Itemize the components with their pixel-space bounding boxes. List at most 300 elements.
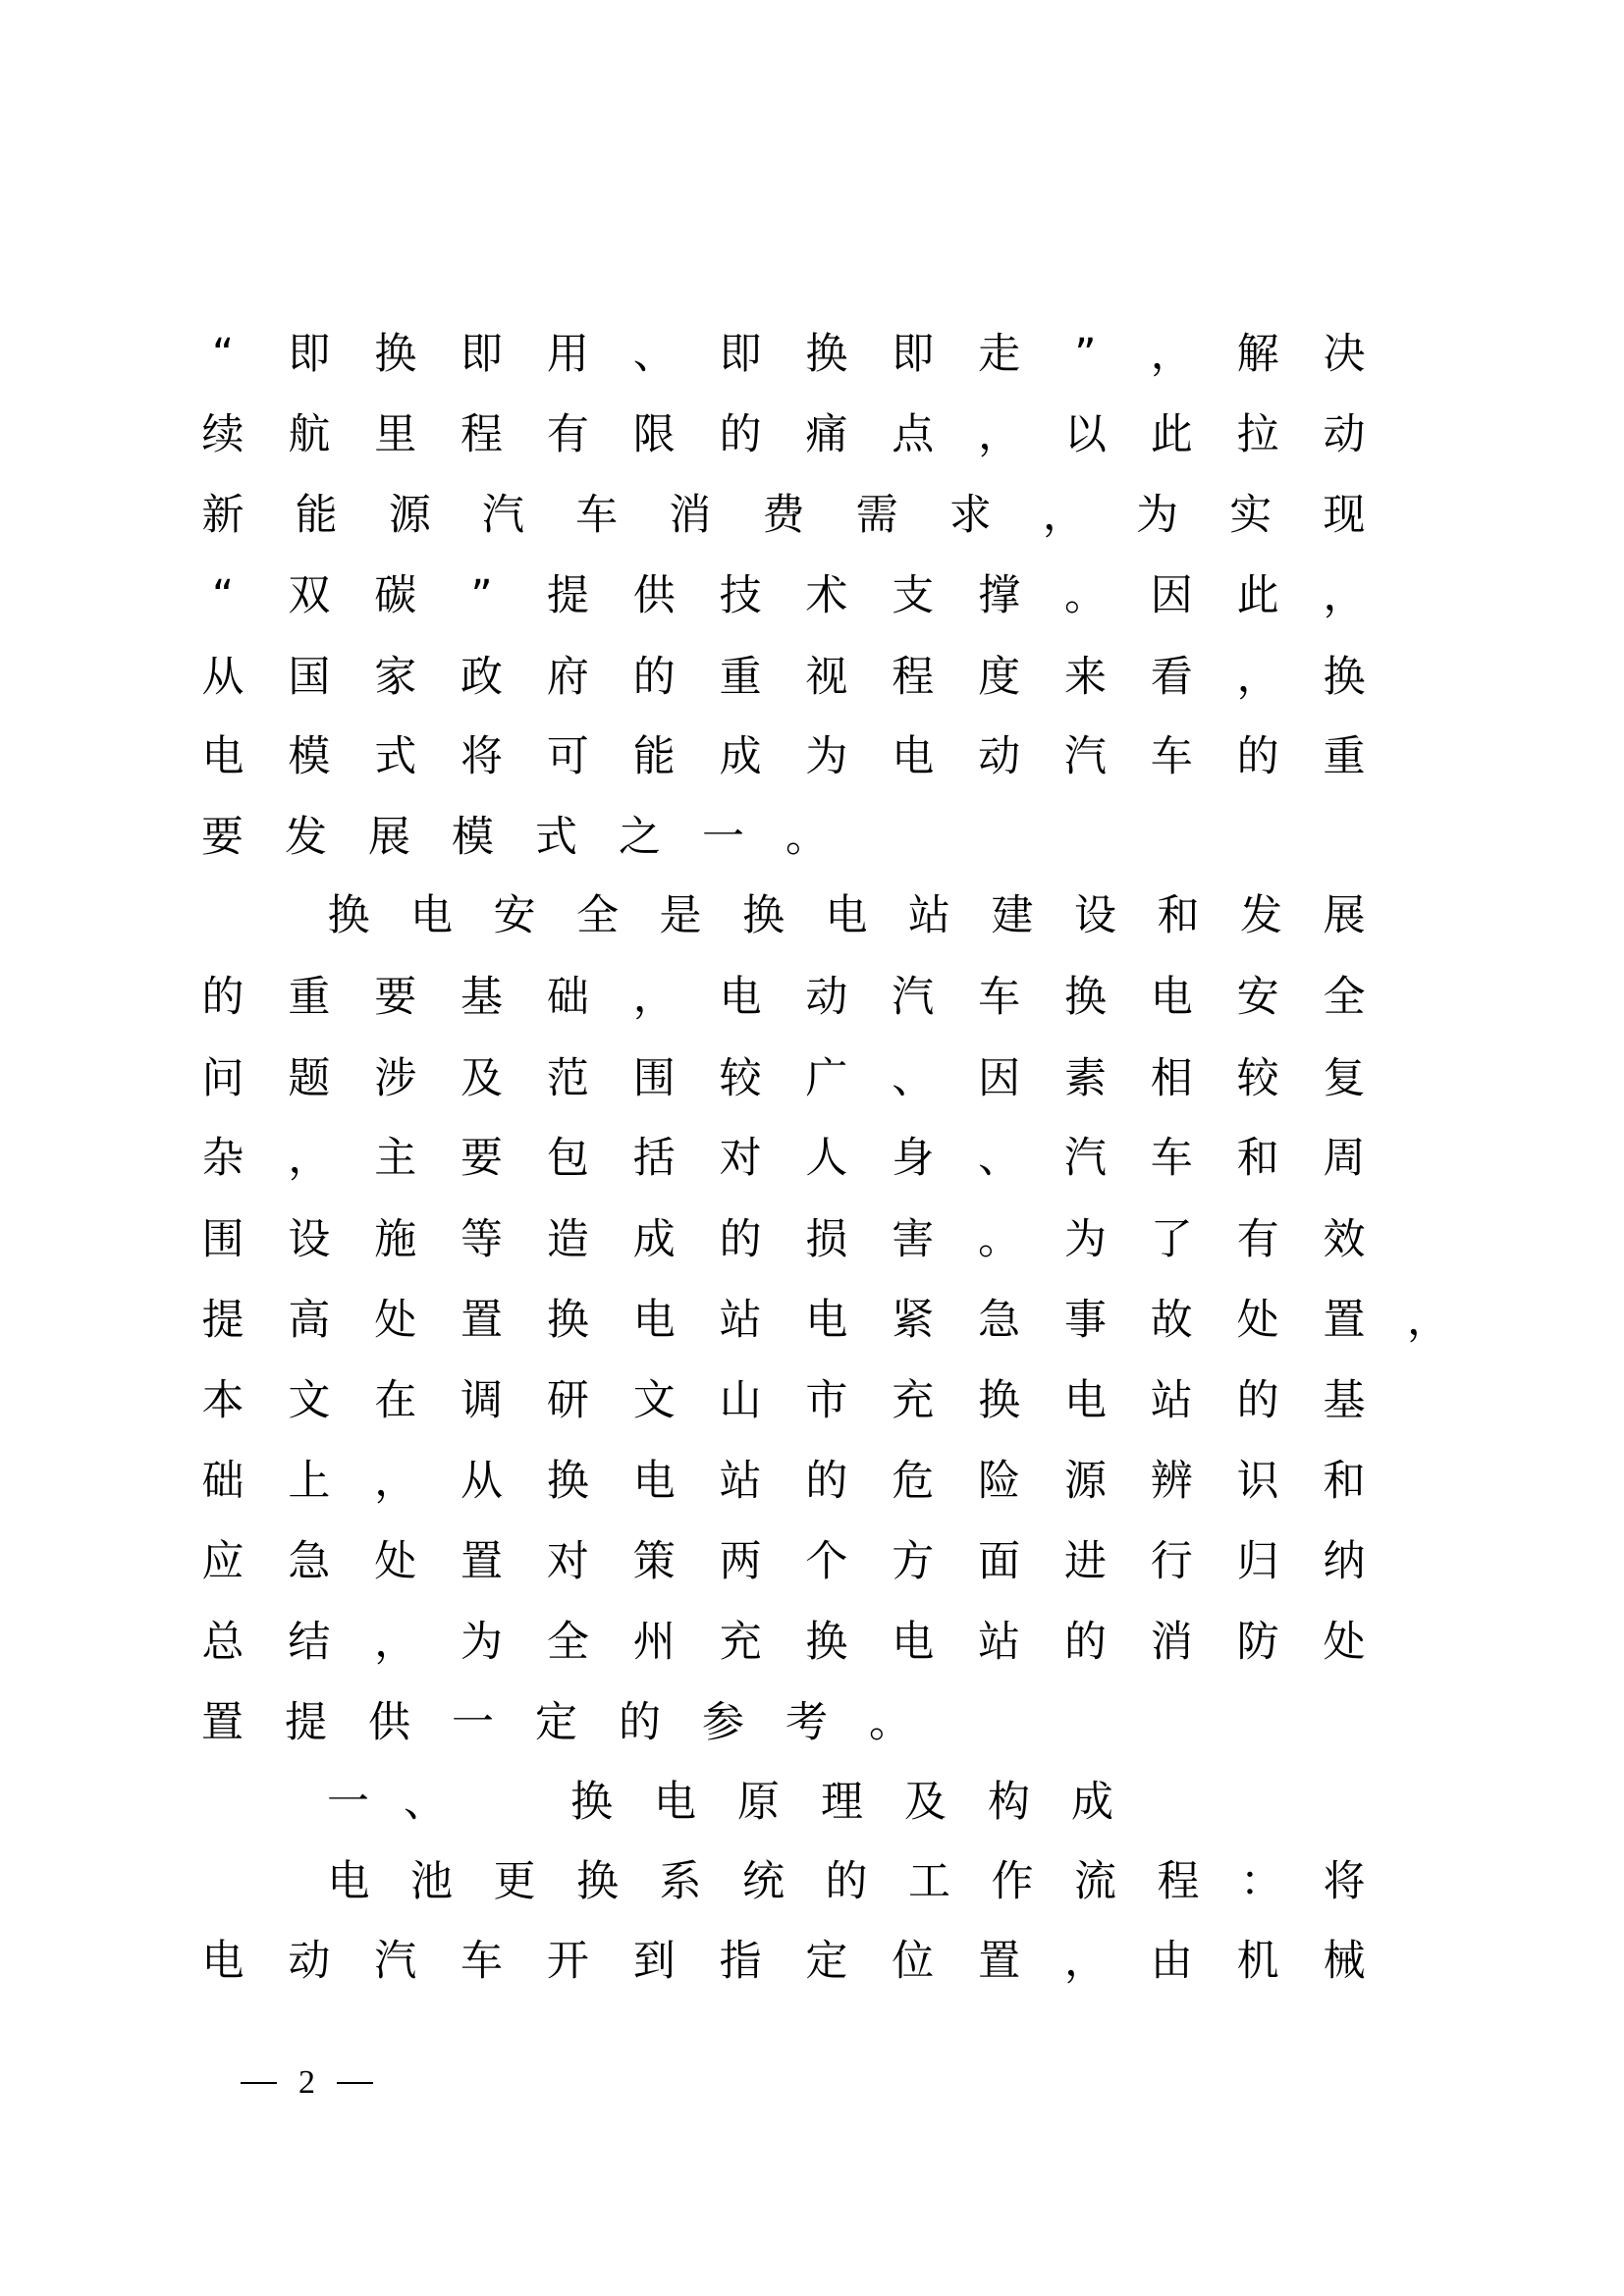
glyph: 工 <box>908 1857 950 1906</box>
glyph: 将 <box>460 732 504 781</box>
glyph: 和 <box>1323 1457 1366 1506</box>
glyph: “ <box>211 330 235 379</box>
glyph: 政 <box>460 653 504 702</box>
glyph: 此 <box>1150 410 1193 459</box>
text-line <box>201 648 1366 707</box>
glyph: 看 <box>1150 653 1193 702</box>
glyph: 换 <box>546 1296 589 1345</box>
glyph: 施 <box>374 1215 417 1264</box>
glyph: 模 <box>452 813 494 862</box>
text-line <box>201 1613 1366 1672</box>
glyph: 文 <box>288 1376 331 1425</box>
glyph: 。 <box>1063 571 1107 620</box>
glyph: 策 <box>632 1537 676 1586</box>
glyph: 及 <box>460 1054 504 1103</box>
glyph: 汽 <box>892 973 935 1022</box>
glyph: 的 <box>825 1857 868 1906</box>
glyph: 作 <box>991 1857 1034 1906</box>
glyph: 电 <box>1063 1376 1107 1425</box>
glyph: 重 <box>719 653 762 702</box>
glyph: 要 <box>460 1134 504 1183</box>
glyph: 理 <box>821 1778 863 1827</box>
page-footer <box>241 2065 373 2101</box>
glyph: 括 <box>632 1134 676 1183</box>
glyph: 碳 <box>374 571 417 620</box>
glyph: 供 <box>368 1698 410 1747</box>
glyph: 基 <box>460 973 504 1022</box>
glyph: 基 <box>1323 1376 1366 1425</box>
glyph: 构 <box>988 1778 1030 1827</box>
glyph: 支 <box>892 571 935 620</box>
glyph: 即 <box>460 330 504 379</box>
glyph: 决 <box>1323 330 1366 379</box>
glyph: 动 <box>288 1937 331 1986</box>
glyph: 在 <box>374 1376 417 1425</box>
glyph: 换 <box>978 1376 1021 1425</box>
text-line <box>327 886 1366 945</box>
glyph: 费 <box>762 491 805 540</box>
glyph: 本 <box>201 1376 244 1425</box>
glyph: 电 <box>410 891 453 940</box>
glyph: 展 <box>368 813 410 862</box>
glyph: 限 <box>632 410 676 459</box>
glyph: 研 <box>546 1376 589 1425</box>
glyph: 之 <box>619 813 661 862</box>
glyph: 即 <box>719 330 762 379</box>
glyph: 换 <box>1063 973 1107 1022</box>
glyph: 础 <box>546 973 589 1022</box>
glyph: 有 <box>546 410 589 459</box>
page-number: 2 <box>298 2064 315 2101</box>
glyph: 周 <box>1323 1134 1366 1183</box>
glyph: 为 <box>460 1618 504 1667</box>
glyph: 危 <box>892 1457 935 1506</box>
glyph: 身 <box>892 1134 935 1183</box>
glyph: 汽 <box>374 1937 417 1986</box>
glyph: 置 <box>460 1537 504 1586</box>
glyph: 面 <box>978 1537 1021 1586</box>
glyph: 个 <box>805 1537 848 1586</box>
glyph: 置 <box>1323 1296 1366 1345</box>
glyph: 电 <box>327 1857 370 1906</box>
glyph: 、 <box>632 330 676 379</box>
glyph: 源 <box>1063 1457 1107 1506</box>
glyph: 急 <box>288 1537 331 1586</box>
glyph: 人 <box>805 1134 848 1183</box>
glyph: 围 <box>632 1054 676 1103</box>
glyph: 系 <box>659 1857 702 1906</box>
glyph: 现 <box>1323 491 1366 540</box>
glyph: 、 <box>404 1778 446 1827</box>
glyph: 全 <box>1323 973 1366 1022</box>
glyph: 消 <box>1150 1618 1193 1667</box>
glyph: 。 <box>978 1215 1021 1264</box>
glyph: 包 <box>546 1134 589 1183</box>
glyph: 提 <box>546 571 589 620</box>
glyph: 式 <box>535 813 577 862</box>
glyph: 换 <box>576 1857 619 1906</box>
glyph: 走 <box>978 330 1021 379</box>
glyph: 指 <box>719 1937 762 1986</box>
glyph: 电 <box>892 1618 935 1667</box>
glyph: 效 <box>1323 1215 1366 1264</box>
text-line <box>201 1291 1366 1350</box>
glyph: 的 <box>1063 1618 1107 1667</box>
glyph: 较 <box>1236 1054 1279 1103</box>
glyph: 复 <box>1323 1054 1366 1103</box>
glyph: 上 <box>288 1457 331 1506</box>
glyph: 辨 <box>1150 1457 1193 1506</box>
glyph: 考 <box>785 1698 828 1747</box>
glyph: 车 <box>575 491 619 540</box>
glyph: 动 <box>978 732 1021 781</box>
glyph: 式 <box>374 732 417 781</box>
glyph: 。 <box>785 813 828 862</box>
glyph: ， <box>1236 653 1279 702</box>
glyph: 用 <box>546 330 589 379</box>
glyph: 全 <box>576 891 619 940</box>
text-line <box>201 968 1366 1027</box>
glyph: 造 <box>546 1215 589 1264</box>
glyph: 安 <box>493 891 536 940</box>
glyph: 位 <box>892 1937 935 1986</box>
glyph: 此 <box>1236 571 1279 620</box>
glyph: 设 <box>288 1215 331 1264</box>
glyph: 站 <box>719 1457 762 1506</box>
glyph: 电 <box>1150 973 1193 1022</box>
glyph: 对 <box>719 1134 762 1183</box>
glyph: ， <box>288 1134 331 1183</box>
glyph: 视 <box>805 653 848 702</box>
glyph: 到 <box>632 1937 676 1986</box>
glyph: 续 <box>201 410 244 459</box>
glyph: 展 <box>1323 891 1366 940</box>
text-line <box>201 1210 1366 1269</box>
glyph: 相 <box>1150 1054 1193 1103</box>
glyph: 家 <box>374 653 417 702</box>
glyph: 的 <box>719 1215 762 1264</box>
glyph: 范 <box>546 1054 589 1103</box>
glyph: 识 <box>1236 1457 1279 1506</box>
glyph: 换 <box>805 1618 848 1667</box>
text-line <box>201 405 1366 464</box>
glyph: 围 <box>201 1215 244 1264</box>
glyph: 建 <box>991 891 1034 940</box>
glyph: 换 <box>570 1778 613 1827</box>
glyph: 可 <box>546 732 589 781</box>
glyph: 解 <box>1236 330 1279 379</box>
glyph: 要 <box>201 813 244 862</box>
glyph: 程 <box>460 410 504 459</box>
glyph: 换 <box>805 330 848 379</box>
glyph: 题 <box>288 1054 331 1103</box>
glyph: 成 <box>632 1215 676 1264</box>
glyph: 提 <box>201 1296 244 1345</box>
glyph: 电 <box>201 732 244 781</box>
glyph: 一 <box>702 813 744 862</box>
glyph: ， <box>978 410 1021 459</box>
glyph: 害 <box>892 1215 935 1264</box>
glyph: 程 <box>1157 1857 1200 1906</box>
glyph: 求 <box>948 491 992 540</box>
glyph: 州 <box>632 1618 676 1667</box>
glyph: 池 <box>410 1857 453 1906</box>
glyph: 的 <box>719 410 762 459</box>
glyph: 站 <box>1150 1376 1193 1425</box>
glyph: 涉 <box>374 1054 417 1103</box>
glyph: 电 <box>825 891 868 940</box>
glyph: 础 <box>201 1457 244 1506</box>
glyph: 机 <box>1236 1937 1279 1986</box>
glyph: 电 <box>201 1937 244 1986</box>
glyph: 的 <box>1236 732 1279 781</box>
glyph: 即 <box>288 330 331 379</box>
glyph: 。 <box>869 1698 911 1747</box>
text-line <box>201 1693 952 1752</box>
glyph: 了 <box>1150 1215 1193 1264</box>
text-line <box>201 1452 1366 1511</box>
glyph: 是 <box>659 891 702 940</box>
glyph: 要 <box>374 973 417 1022</box>
glyph: 问 <box>201 1054 244 1103</box>
glyph: 撑 <box>978 571 1021 620</box>
glyph: 广 <box>805 1054 848 1103</box>
glyph: 术 <box>805 571 848 620</box>
glyph: 车 <box>460 1937 504 1986</box>
section-heading <box>327 1773 1155 1832</box>
glyph: 、 <box>892 1054 935 1103</box>
glyph: 换 <box>374 330 417 379</box>
glyph: 主 <box>374 1134 417 1183</box>
glyph: 全 <box>546 1618 589 1667</box>
text-line <box>201 808 869 867</box>
glyph: 痛 <box>805 410 848 459</box>
glyph: 因 <box>978 1054 1021 1103</box>
glyph: 换 <box>327 891 370 940</box>
glyph: 进 <box>1063 1537 1107 1586</box>
glyph: ” <box>1074 330 1097 379</box>
glyph: 发 <box>285 813 327 862</box>
glyph: 高 <box>288 1296 331 1345</box>
glyph: 国 <box>288 653 331 702</box>
glyph: 站 <box>978 1618 1021 1667</box>
glyph: 电 <box>719 973 762 1022</box>
text-line <box>201 1932 1366 1991</box>
text-line <box>201 1049 1366 1108</box>
glyph: 和 <box>1236 1134 1279 1183</box>
glyph: 更 <box>493 1857 536 1906</box>
text-line <box>201 1532 1366 1591</box>
glyph: 站 <box>719 1296 762 1345</box>
glyph: 置 <box>978 1937 1021 1986</box>
glyph: 等 <box>460 1215 504 1264</box>
glyph: 参 <box>702 1698 744 1747</box>
glyph: 汽 <box>481 491 524 540</box>
glyph: 定 <box>535 1698 577 1747</box>
glyph: ” <box>470 571 493 620</box>
glyph: 原 <box>737 1778 780 1827</box>
glyph: 的 <box>1236 1376 1279 1425</box>
glyph: ， <box>1063 1937 1107 1986</box>
glyph: 损 <box>805 1215 848 1264</box>
glyph: 程 <box>892 653 935 702</box>
glyph: 处 <box>1323 1618 1366 1667</box>
glyph: 、 <box>978 1134 1021 1183</box>
glyph: 急 <box>978 1296 1021 1345</box>
glyph: 来 <box>1063 653 1107 702</box>
glyph: 结 <box>288 1618 331 1667</box>
glyph: 新 <box>201 491 244 540</box>
glyph: 紧 <box>892 1296 935 1345</box>
glyph: 对 <box>546 1537 589 1586</box>
glyph: 归 <box>1236 1537 1279 1586</box>
glyph: 模 <box>288 732 331 781</box>
glyph: 车 <box>1150 732 1193 781</box>
glyph: 车 <box>1150 1134 1193 1183</box>
glyph: 有 <box>1236 1215 1279 1264</box>
glyph: 统 <box>742 1857 785 1906</box>
glyph: ， <box>632 973 676 1022</box>
glyph: 汽 <box>1063 732 1107 781</box>
glyph: 由 <box>1150 1937 1193 1986</box>
text-line <box>201 1129 1366 1188</box>
glyph: 动 <box>805 973 848 1022</box>
glyph: 换 <box>742 891 785 940</box>
glyph: 拉 <box>1236 410 1279 459</box>
glyph: 文 <box>632 1376 676 1425</box>
glyph: 动 <box>1323 410 1366 459</box>
glyph: 提 <box>285 1698 327 1747</box>
glyph: 险 <box>978 1457 1021 1506</box>
glyph: 换 <box>1323 653 1366 702</box>
glyph: 调 <box>460 1376 504 1425</box>
glyph: 供 <box>632 571 676 620</box>
glyph: 为 <box>805 732 848 781</box>
glyph: 即 <box>892 330 935 379</box>
glyph: 的 <box>201 973 244 1022</box>
glyph: 一 <box>452 1698 494 1747</box>
glyph: 流 <box>1074 1857 1116 1906</box>
glyph: 成 <box>719 732 762 781</box>
glyph: 从 <box>460 1457 504 1506</box>
glyph: 防 <box>1236 1618 1279 1667</box>
glyph: 定 <box>805 1937 848 1986</box>
glyph: 换 <box>546 1457 589 1506</box>
overflow-punctuation: ， <box>1407 1296 1449 1345</box>
glyph: 处 <box>374 1537 417 1586</box>
glyph: 电 <box>892 732 935 781</box>
glyph: 两 <box>719 1537 762 1586</box>
glyph: 消 <box>669 491 712 540</box>
glyph: 成 <box>1071 1778 1113 1827</box>
glyph: 从 <box>201 653 244 702</box>
glyph: 需 <box>855 491 898 540</box>
glyph: 一 <box>327 1778 369 1827</box>
glyph: 故 <box>1150 1296 1193 1345</box>
glyph: 的 <box>805 1457 848 1506</box>
glyph: ， <box>1042 491 1085 540</box>
glyph: 的 <box>632 653 676 702</box>
glyph: 总 <box>201 1618 244 1667</box>
glyph: 因 <box>1150 571 1193 620</box>
glyph: 度 <box>978 653 1021 702</box>
glyph: 行 <box>1150 1537 1193 1586</box>
glyph: 杂 <box>201 1134 244 1183</box>
glyph: ， <box>374 1618 417 1667</box>
glyph: 车 <box>978 973 1021 1022</box>
text-line <box>201 727 1366 786</box>
glyph: 置 <box>201 1698 244 1747</box>
glyph: 处 <box>1236 1296 1279 1345</box>
glyph: 点 <box>892 410 935 459</box>
glyph: 电 <box>632 1296 676 1345</box>
footer-dash-right <box>337 2082 373 2084</box>
glyph: “ <box>211 571 235 620</box>
glyph: 较 <box>719 1054 762 1103</box>
glyph: 能 <box>632 732 676 781</box>
glyph: ： <box>1240 1857 1282 1906</box>
glyph: 安 <box>1236 973 1279 1022</box>
glyph: 电 <box>805 1296 848 1345</box>
footer-dash-left <box>241 2082 277 2084</box>
glyph: 的 <box>619 1698 661 1747</box>
glyph: 市 <box>805 1376 848 1425</box>
glyph: 将 <box>1323 1857 1366 1906</box>
text-line <box>327 1852 1366 1911</box>
text-line <box>201 325 1366 384</box>
glyph: 汽 <box>1063 1134 1107 1183</box>
glyph: 充 <box>892 1376 935 1425</box>
glyph: 双 <box>288 571 331 620</box>
glyph: 设 <box>1074 891 1116 940</box>
glyph: 纳 <box>1323 1537 1366 1586</box>
glyph: 开 <box>546 1937 589 1986</box>
glyph: 事 <box>1063 1296 1107 1345</box>
glyph: ， <box>374 1457 417 1506</box>
glyph: 及 <box>904 1778 947 1827</box>
glyph: 和 <box>1157 891 1200 940</box>
glyph: 以 <box>1063 410 1107 459</box>
glyph: 充 <box>719 1618 762 1667</box>
glyph: 为 <box>1136 491 1179 540</box>
glyph: 重 <box>288 973 331 1022</box>
glyph: 发 <box>1240 891 1282 940</box>
glyph: 站 <box>908 891 950 940</box>
glyph: 山 <box>719 1376 762 1425</box>
glyph: 里 <box>374 410 417 459</box>
text-line <box>201 1371 1366 1430</box>
glyph: 重 <box>1323 732 1366 781</box>
glyph: 府 <box>546 653 589 702</box>
glyph: 方 <box>892 1537 935 1586</box>
glyph: 置 <box>460 1296 504 1345</box>
glyph: 电 <box>632 1457 676 1506</box>
glyph: 为 <box>1063 1215 1107 1264</box>
glyph: 实 <box>1229 491 1272 540</box>
glyph: ， <box>1323 571 1366 620</box>
glyph: 素 <box>1063 1054 1107 1103</box>
glyph: 应 <box>201 1537 244 1586</box>
glyph: 械 <box>1323 1937 1366 1986</box>
text-line <box>201 566 1366 625</box>
glyph: 处 <box>374 1296 417 1345</box>
glyph: 源 <box>388 491 431 540</box>
text-line <box>201 486 1366 545</box>
glyph: 航 <box>288 410 331 459</box>
glyph: 技 <box>719 571 762 620</box>
glyph: ， <box>1150 330 1193 379</box>
glyph: 能 <box>295 491 338 540</box>
